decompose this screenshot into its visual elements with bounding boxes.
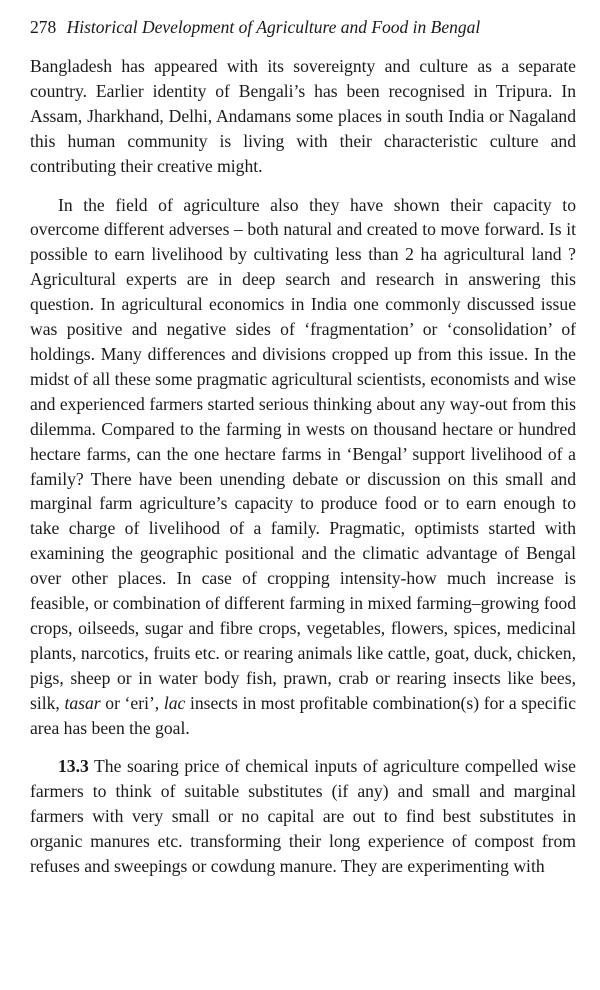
paragraph-2-mid: or ‘eri’, xyxy=(105,692,160,713)
page-number: 278 xyxy=(30,17,57,37)
book-page xyxy=(30,14,576,879)
paragraph-1: Bangladesh has appeared with its sovereignty and culture as a separate country. Earlier identity of Bengali’s has been recognised in Tripura. In Assam, Jharkhand, Delhi, Andamans some places in south India or Nagaland this human community is living with their characteristic culture and contributing their creative might. xyxy=(30,56,576,176)
paragraph-3-text: The soaring price of chemical inputs of agriculture compelled wise farmers to think of suitable substitutes (if any) and small and marginal farmers with very small or no capital are out to find best substitutes in organic manures etc. transforming their long experience of compost from refuses and sweepings or cowdung manure. They are experimenting with xyxy=(30,756,576,877)
italic-term-lac: lac xyxy=(163,692,186,713)
paragraph-2 xyxy=(30,193,576,741)
section-number: 13.3 xyxy=(58,756,89,777)
running-title: Historical Development of Agriculture and Food in Bengal xyxy=(66,17,481,37)
paragraph-3 xyxy=(30,754,576,879)
running-header xyxy=(30,14,576,40)
paragraph-2-end: insects in most profitable combination(s) for a specific area has been the goal. xyxy=(30,692,577,738)
paragraph-2-text: In the field of agriculture also they have shown their capacity to overcome different adverses – both natural and created to move forward. Is it possible to earn livelihood by cultivating less than 2 ha agricultural land ? Agricultural experts are in deep search and research in answering this question. In agricultural economics in India one commonly discussed issue was positive and negative sides of ‘fragmentation’ or ‘consolidation’ of holdings. Many differences and divisions cropped up from this issue. In the midst of all these some pragmatic agricultural scientists, economists and wise and experienced farmers started serious thinking about any way-out from this dilemma. Compared to the farming in wests on thousand hectare or hundred hectare farms, can the one hectare farms in ‘Bengal’ support livelihood of a family? There have been unending debate or discussion on this small and marginal farm agriculture’s capacity to produce food or to earn enough to take charge of livelihood of a family. Pragmatic, optimists started with examining the geographic positional and the climatic advantage of Bengal over other places. In case of cropping intensity-how much increase is feasible, or combination of different farming in mixed farming–growing food crops, oilseeds, sugar and fibre crops, vegetables, flowers, spices, medicinal plants, narcotics, fruits etc. or rearing animals like cattle, goat, duck, chicken, pigs, sheep or in water body fish, prawn, crab or rearing insects like bees, silk, xyxy=(30,194,576,713)
italic-term-tasar: tasar xyxy=(64,692,101,713)
